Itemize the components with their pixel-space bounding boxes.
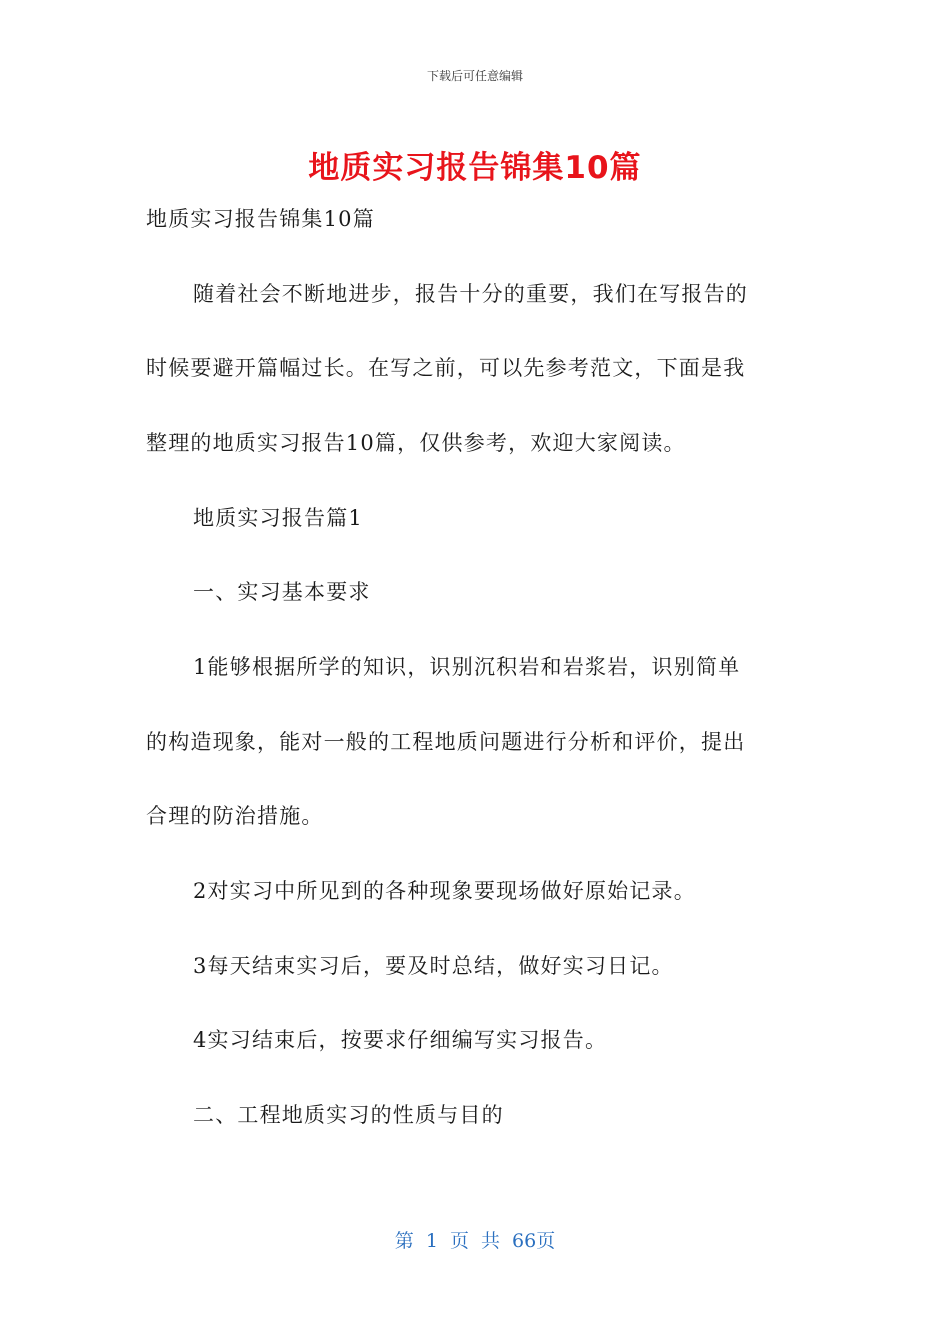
subsection-heading: 一、实习基本要求 <box>193 580 371 604</box>
paragraph-line: 2对实习中所见到的各种现象要现场做好原始记录。 <box>193 879 696 903</box>
subtitle-line: 地质实习报告锦集10篇 <box>146 207 375 231</box>
paragraph-line: 3每天结束实习后，要及时总结，做好实习日记。 <box>193 954 674 978</box>
paragraph-line: 随着社会不断地进步，报告十分的重要，我们在写报告的 <box>193 282 748 306</box>
paragraph-line: 时候要避开篇幅过长。在写之前，可以先参考范文，下面是我 <box>146 356 746 380</box>
page-footer: 第 1 页 共 66页 <box>394 1230 556 1252</box>
section-heading: 地质实习报告篇1 <box>193 506 363 530</box>
paragraph-line: 合理的防治措施。 <box>146 804 324 828</box>
paragraph-line: 1能够根据所学的知识，识别沉积岩和岩浆岩，识别简单 <box>193 655 741 679</box>
paragraph-line: 整理的地质实习报告10篇，仅供参考，欢迎大家阅读。 <box>146 431 686 455</box>
paragraph-line: 4实习结束后，按要求仔细编写实习报告。 <box>193 1028 608 1052</box>
subsection-heading: 二、工程地质实习的性质与目的 <box>193 1103 504 1127</box>
paragraph-line: 的构造现象，能对一般的工程地质问题进行分析和评价，提出 <box>146 730 746 754</box>
header-note: 下载后可任意编辑 <box>426 69 523 83</box>
document-title: 地质实习报告锦集10篇 <box>308 150 642 186</box>
